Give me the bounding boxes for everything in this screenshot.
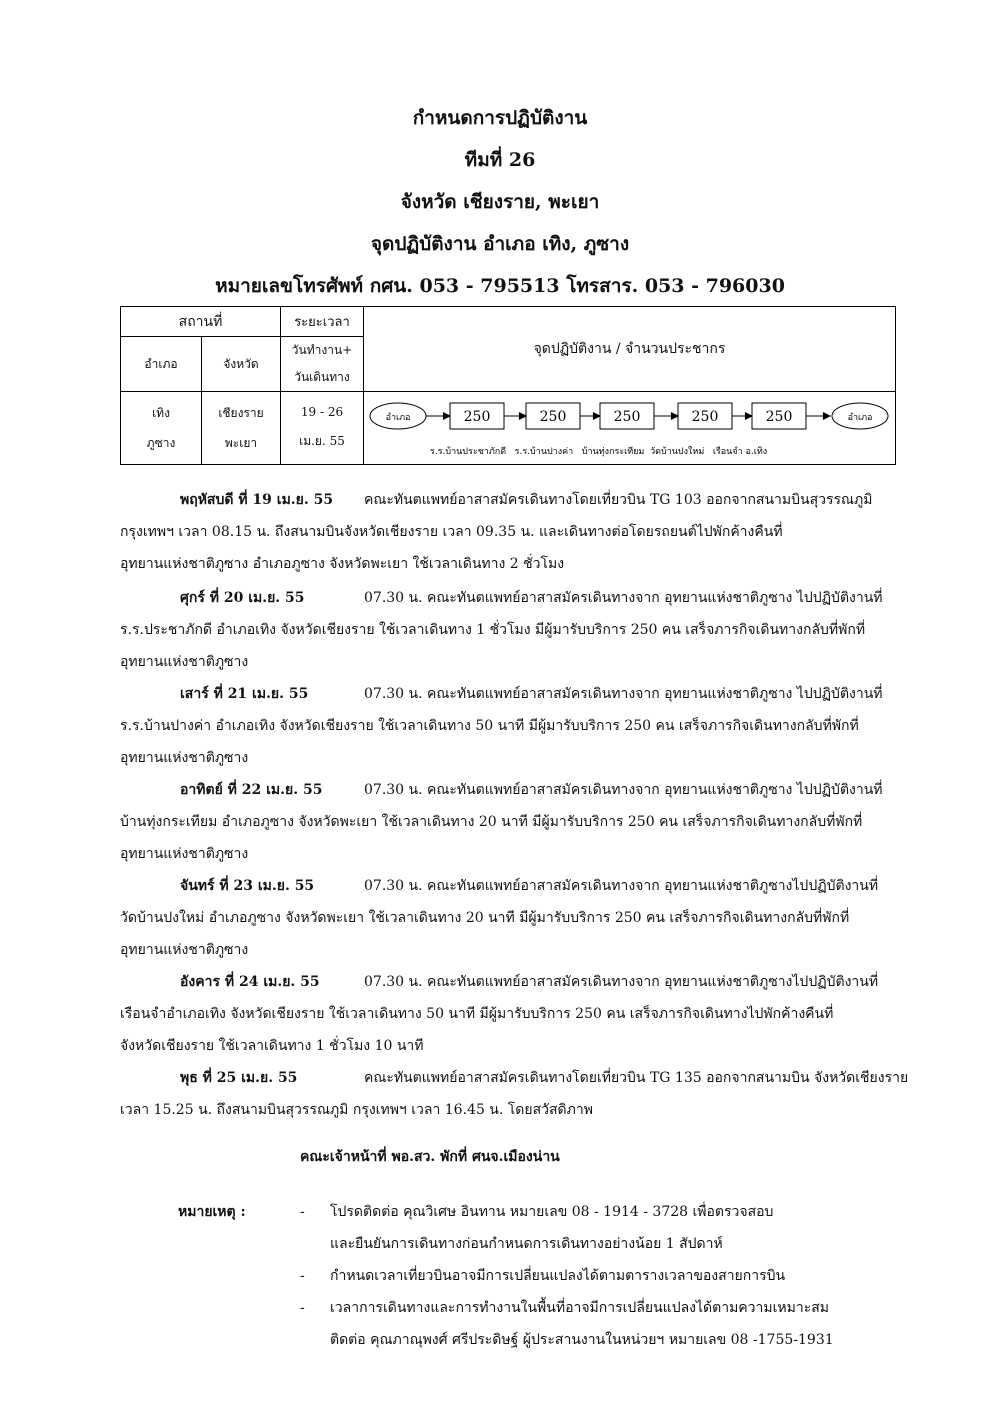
day-line1: 07.30 น. คณะทันตแพทย์อาสาสมัครเดินทางจาก อุทยานแห่งชาติภูซาง ไปปฏิบัติงานที่ [364, 782, 883, 798]
flow-value-2: 250 [539, 409, 567, 425]
bullet-dash: - [300, 1268, 305, 1284]
schedule-table [120, 306, 896, 465]
day-friday [120, 582, 940, 678]
signature-line: คณะเจ้าหน้าที่ พอ.สว. พักที่ ศนจ.เมืองน่าน [300, 1149, 560, 1165]
row-district-2: ภูซาง [146, 435, 176, 450]
province-line: จังหวัด เชียงราย, พะเยา [400, 191, 600, 213]
day-line2: ร.ร.ประชาภักดี อำเภอเทิง จังหวัดเชียงราย ใช้เวลาเดินทาง 1 ชั่วโมง มีผู้มารับบริการ 250 คน เสร็จภารกิจเดินทางกลับที่พักที่ [120, 622, 866, 638]
flow-diagram [364, 392, 898, 464]
day-saturday [120, 678, 940, 774]
col-place: สถานที่ [121, 307, 281, 337]
day-line1: 07.30 น. คณะทันตแพทย์อาสาสมัครเดินทางจาก อุทยานแห่งชาติภูซางไปปฏิบัติงานที่ [364, 974, 879, 990]
flow-value-4: 250 [691, 409, 719, 425]
day-tuesday [120, 966, 940, 1062]
col-points: จุดปฏิบัติงาน / จำนวนประชากร [364, 307, 896, 392]
day-thursday [120, 484, 940, 580]
flow-value-1: 250 [463, 409, 491, 425]
row-province-2: พะเยา [224, 435, 258, 450]
col-district: อำเภอ [121, 337, 202, 392]
bullet-dash: - [300, 1204, 305, 1220]
day-monday [120, 870, 940, 966]
day-line1: คณะทันตแพทย์อาสาสมัครเดินทางโดยเที่ยวบิน TG 135 ออกจากสนามบิน จังหวัดเชียงราย [364, 1070, 909, 1086]
flow-start-label: อำเภอ [385, 413, 411, 423]
day-line2: กรุงเทพฯ เวลา 08.15 น. ถึงสนามบินจังหวัดเชียงราย เวลา 09.35 น. และเดินทางต่อโดยรถยนต์ไปพักค้างคืนที่ [120, 524, 783, 540]
day-line2: ร.ร.บ้านปางค่า อำเภอเทิง จังหวัดเชียงราย ใช้เวลาเดินทาง 50 นาที มีผู้มารับบริการ 250 คน เสร็จภารกิจเดินทางกลับที่พักที่ [120, 718, 859, 734]
row-period-2: เม.ย. 55 [299, 434, 345, 449]
district-line: จุดปฏิบัติงาน อำเภอ เทิง, ภูซาง [370, 233, 630, 255]
row-period [281, 392, 364, 465]
day-lead: ศุกร์ ที่ 20 เม.ย. 55 [180, 590, 305, 606]
day-lead: อาทิตย์ ที่ 22 เม.ย. 55 [180, 782, 323, 798]
day-line3: อุทยานแห่งชาติภูซาง [120, 846, 249, 862]
day-line2: บ้านทุ่งกระเทียม อำเภอภูซาง จังหวัดพะเยา ใช้เวลาเดินทาง 20 นาที มีผู้มารับบริการ 250 คน เสร็จภารกิจเดินทางกลับที่พักที่ [120, 814, 863, 830]
day-line3: อุทยานแห่งชาติภูซาง อำเภอภูซาง จังหวัดพะเยา ใช้เวลาเดินทาง 2 ชั่วโมง [120, 556, 565, 572]
day-line1: 07.30 น. คณะทันตแพทย์อาสาสมัครเดินทางจาก อุทยานแห่งชาติภูซาง ไปปฏิบัติงานที่ [364, 686, 883, 702]
day-lead: อังคาร ที่ 24 เม.ย. 55 [180, 974, 320, 990]
phone-line: หมายเลขโทรศัพท์ กศน. 053 - 795513 โทรสาร. 053 - 796030 [215, 275, 785, 297]
day-lead: พฤหัสบดี ที่ 19 เม.ย. 55 [180, 492, 334, 508]
flow-value-5: 250 [765, 409, 793, 425]
note-2: กำหนดเวลาเที่ยวบินอาจมีการเปลี่ยนแปลงได้ตามตารางเวลาของสายการบิน [330, 1268, 786, 1284]
row-district [121, 392, 202, 465]
day-line1: 07.30 น. คณะทันตแพทย์อาสาสมัครเดินทางจาก อุทยานแห่งชาติภูซางไปปฏิบัติงานที่ [364, 878, 879, 894]
day-line3: อุทยานแห่งชาติภูซาง [120, 750, 249, 766]
bullet-dash: - [300, 1300, 305, 1316]
day-line3: อุทยานแห่งชาติภูซาง [120, 654, 249, 670]
day-line1: 07.30 น. คณะทันตแพทย์อาสาสมัครเดินทางจาก อุทยานแห่งชาติภูซาง ไปปฏิบัติงานที่ [364, 590, 883, 606]
row-province [202, 392, 281, 465]
col-days-line2: วันเดินทาง [294, 370, 350, 384]
row-district-1: เทิง [152, 405, 170, 420]
day-line2: เวลา 15.25 น. ถึงสนามบินสุวรรณภูมิ กรุงเทพฯ เวลา 16.45 น. โดยสวัสดิภาพ [120, 1102, 593, 1118]
doc-title: กำหนดการปฏิบัติงาน [412, 107, 588, 129]
row-period-1: 19 - 26 [300, 404, 344, 419]
day-sunday [120, 774, 940, 870]
note-1b: และยืนยันการเดินทางก่อนกำหนดการเดินทางอย่างน้อย 1 สัปดาห์ [330, 1236, 723, 1252]
col-province: จังหวัด [202, 337, 281, 392]
day-lead: พุธ ที่ 25 เม.ย. 55 [180, 1070, 298, 1086]
note-3a: เวลาการเดินทางและการทำงานในพื้นที่อาจมีการเปลี่ยนแปลงได้ตามความเหมาะสม [330, 1300, 830, 1316]
day-line2: เรือนจำอำเภอเทิง จังหวัดเชียงราย ใช้เวลาเดินทาง 50 นาที มีผู้มารับบริการ 250 คน เสร็จภารกิจเดินทางไปพักค้างคืนที่ [120, 1006, 834, 1022]
col-days [281, 337, 364, 392]
notes-section [178, 1196, 834, 1356]
col-days-line1: วันทำงาน+ [291, 343, 353, 357]
team-number: ทีมที่ 26 [464, 149, 536, 171]
day-lead: จันทร์ ที่ 23 เม.ย. 55 [180, 878, 315, 894]
flow-location-labels: ร.ร.บ้านประชาภักดี ร.ร.บ้านปางค่า บ้านทุ่งกระเทียม วัดบ้านปงใหม่ เรือนจำ อ.เทิง [430, 447, 768, 457]
day-line3: จังหวัดเชียงราย ใช้เวลาเดินทาง 1 ชั่วโมง 10 นาที [120, 1038, 424, 1054]
day-line3: อุทยานแห่งชาติภูซาง [120, 942, 249, 958]
flow-end-label: อำเภอ [847, 413, 873, 423]
day-line2: วัดบ้านปงใหม่ อำเภอภูซาง จังหวัดพะเยา ใช้เวลาเดินทาง 20 นาที มีผู้มารับบริการ 250 คน เสร็จภารกิจเดินทางกลับที่พักที่ [120, 910, 850, 926]
day-line1: คณะทันตแพทย์อาสาสมัครเดินทางโดยเที่ยวบิน TG 103 ออกจากสนามบินสุวรรณภูมิ [364, 492, 873, 508]
day-wednesday [120, 1062, 940, 1126]
day-lead: เสาร์ ที่ 21 เม.ย. 55 [180, 686, 309, 702]
flow-cell [364, 392, 896, 465]
row-province-1: เชียงราย [218, 405, 264, 420]
col-period: ระยะเวลา [281, 307, 364, 337]
flow-value-3: 250 [613, 409, 641, 425]
notes-label: หมายเหตุ : [178, 1204, 246, 1220]
note-1a: โปรดติดต่อ คุณวิเศษ อินทาน หมายเลข 08 - 1914 - 3728 เพื่อตรวจสอบ [330, 1204, 774, 1220]
note-3b: ติดต่อ คุณภาณุพงศ์ ศรีประดิษฐ์ ผู้ประสานงานในหน่วยฯ หมายเลข 08 -1755-1931 [330, 1332, 834, 1348]
